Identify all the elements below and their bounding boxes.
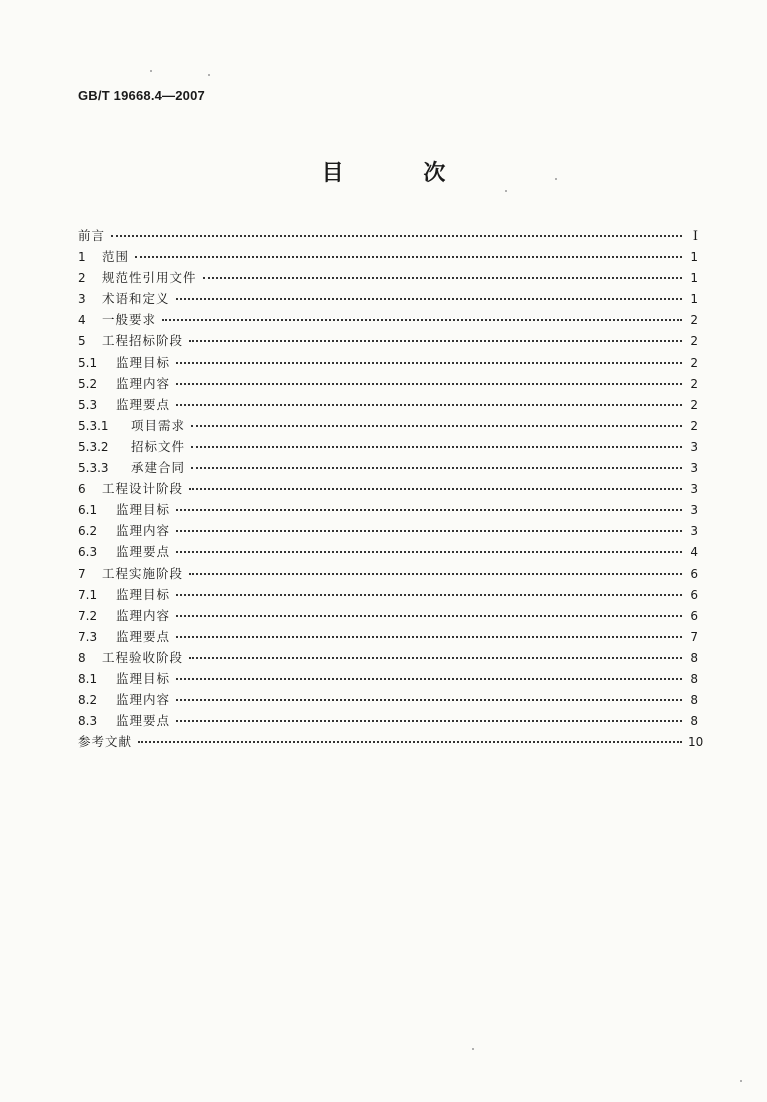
toc-entry-page: 2 — [690, 334, 698, 349]
toc-entry-page: 6 — [690, 608, 698, 623]
standard-code: GB/T 19668.4—2007 — [78, 88, 205, 103]
toc-entry-number: 8 — [78, 650, 86, 665]
toc-entry-number: 1 — [78, 250, 86, 265]
toc-entry — [78, 226, 698, 247]
toc-entry-number: 8.2 — [78, 693, 98, 708]
toc-entry-label: 监理内容 — [116, 523, 171, 539]
dot-leader — [138, 741, 682, 743]
toc-entry-number: 4 — [78, 313, 86, 328]
toc-entry-number: 6.2 — [78, 524, 98, 539]
toc-entry — [78, 458, 698, 479]
page-title: 目 次 — [321, 161, 482, 186]
toc-entry — [78, 500, 698, 521]
toc-entry-page: 2 — [690, 355, 698, 370]
toc-entry-number: 2 — [78, 271, 86, 286]
dot-leader — [176, 678, 682, 680]
dot-leader — [189, 340, 682, 342]
toc-entry-number: 8.3 — [78, 714, 98, 729]
toc-entry — [78, 268, 698, 289]
dot-leader — [176, 551, 682, 553]
toc-entry-number: 5 — [78, 334, 86, 349]
dot-leader — [111, 235, 682, 237]
toc-entry-label: 监理内容 — [116, 607, 171, 623]
toc-entry-page: 6 — [690, 566, 698, 581]
toc-entry — [78, 648, 698, 669]
dot-leader — [191, 446, 682, 448]
toc-entry — [78, 353, 698, 374]
toc-entry-label: 一般要求 — [102, 312, 157, 328]
dot-leader — [203, 277, 682, 279]
toc-entry-page: 8 — [690, 671, 698, 686]
toc-entry-label: 监理要点 — [116, 396, 171, 412]
toc-entry-number: 7.3 — [78, 629, 98, 644]
toc-entry-label: 工程实施阶段 — [102, 565, 184, 581]
toc-entry-page: 3 — [690, 482, 698, 497]
toc-entry-page: 3 — [690, 439, 698, 454]
toc-entry-number: 6.1 — [78, 503, 98, 518]
toc-entry-number: 5.3 — [78, 397, 98, 412]
toc-entry — [78, 437, 698, 458]
toc-entry-page: I — [692, 229, 698, 244]
toc-entry — [78, 331, 698, 352]
dot-leader — [162, 319, 682, 321]
toc-entry — [78, 711, 698, 732]
dot-leader — [176, 383, 682, 385]
toc-entry-number: 5.3.2 — [78, 439, 109, 454]
toc-entry-number: 3 — [78, 292, 86, 307]
toc-entry-page: 8 — [690, 714, 698, 729]
toc-entry-page: 6 — [690, 587, 698, 602]
toc-entry-page: 4 — [690, 545, 698, 560]
toc-entry-label: 术语和定义 — [102, 291, 170, 307]
toc-entry — [78, 542, 698, 563]
scan-speck — [150, 70, 152, 72]
toc-entry-label: 承建合同 — [131, 460, 186, 476]
toc-entry-page: 1 — [690, 250, 698, 265]
toc-entry-label: 规范性引用文件 — [102, 270, 197, 286]
scan-speck — [472, 1048, 474, 1050]
toc-entry — [78, 310, 698, 331]
toc-entry-page: 2 — [690, 313, 698, 328]
toc-entry-page: 3 — [690, 461, 698, 476]
toc-entry — [78, 732, 704, 753]
dot-leader — [176, 298, 682, 300]
toc-entry-number: 5.3.1 — [78, 418, 109, 433]
toc-entry-page: 3 — [690, 503, 698, 518]
toc-entry-label: 参考文献 — [78, 734, 133, 750]
toc-entry-page: 10 — [688, 735, 704, 750]
toc-entry-label: 监理要点 — [116, 628, 171, 644]
toc-entry — [78, 395, 698, 416]
toc-entry-number: 6.3 — [78, 545, 98, 560]
toc-entry-number: 7 — [78, 566, 86, 581]
dot-leader — [189, 657, 682, 659]
dot-leader — [135, 256, 682, 258]
toc-entry-label: 招标文件 — [131, 438, 186, 454]
toc-entry-label: 监理要点 — [116, 544, 171, 560]
toc-entry-label: 项目需求 — [131, 417, 186, 433]
toc-entry-page: 8 — [690, 650, 698, 665]
toc-entry — [78, 564, 698, 585]
toc-entry-label: 范围 — [102, 249, 130, 265]
dot-leader — [176, 530, 682, 532]
toc-entry-label: 监理内容 — [116, 375, 171, 391]
toc-entry-label: 监理内容 — [116, 692, 171, 708]
toc-entry — [78, 374, 698, 395]
toc-entry — [78, 521, 698, 542]
dot-leader — [189, 573, 682, 575]
toc-entry-number: 7.2 — [78, 608, 98, 623]
toc-entry-number: 5.3.3 — [78, 461, 109, 476]
toc-entry — [78, 247, 698, 268]
toc-entry-page: 3 — [690, 524, 698, 539]
toc-entry — [78, 289, 698, 310]
toc-entry-page: 2 — [690, 397, 698, 412]
toc-entry-number: 7.1 — [78, 587, 98, 602]
toc-entry — [78, 479, 698, 500]
toc-entry-label: 监理目标 — [116, 354, 171, 370]
toc-entry-page: 1 — [690, 271, 698, 286]
toc-entry — [78, 416, 698, 437]
toc-entry-label: 监理目标 — [116, 502, 171, 518]
toc-entry-page: 7 — [690, 629, 698, 644]
toc-entry-number: 5.2 — [78, 376, 98, 391]
dot-leader — [191, 425, 682, 427]
scan-speck — [208, 74, 210, 76]
scan-speck — [740, 1080, 742, 1082]
dot-leader — [176, 615, 682, 617]
toc-entry-label: 前言 — [78, 228, 106, 243]
toc-entry — [78, 690, 698, 711]
toc-entry-label: 工程验收阶段 — [102, 649, 184, 665]
toc-entry-label: 工程设计阶段 — [102, 481, 184, 497]
toc-entry-label: 监理目标 — [116, 586, 171, 602]
toc-entry — [78, 669, 698, 690]
dot-leader — [176, 594, 682, 596]
toc-entry-page: 2 — [690, 418, 698, 433]
dot-leader — [176, 720, 682, 722]
toc-entry-number: 5.1 — [78, 355, 98, 370]
toc-entry-label: 监理目标 — [116, 670, 171, 686]
scan-speck — [555, 178, 557, 180]
toc-entry — [78, 627, 698, 648]
toc-entry-page: 8 — [690, 693, 698, 708]
toc-entry-page: 1 — [690, 292, 698, 307]
toc-entry-number: 6 — [78, 482, 86, 497]
dot-leader — [176, 636, 682, 638]
dot-leader — [191, 467, 682, 469]
scan-speck — [505, 190, 507, 192]
toc-entry-label: 工程招标阶段 — [102, 333, 184, 349]
toc-entry-page: 2 — [690, 376, 698, 391]
toc-entry-label: 监理要点 — [116, 713, 171, 729]
dot-leader — [189, 488, 682, 490]
dot-leader — [176, 509, 682, 511]
dot-leader — [176, 362, 682, 364]
toc-entry — [78, 585, 698, 606]
dot-leader — [176, 699, 682, 701]
toc-entry-number: 8.1 — [78, 671, 98, 686]
dot-leader — [176, 404, 682, 406]
table-of-contents — [78, 226, 704, 753]
toc-entry — [78, 606, 698, 627]
